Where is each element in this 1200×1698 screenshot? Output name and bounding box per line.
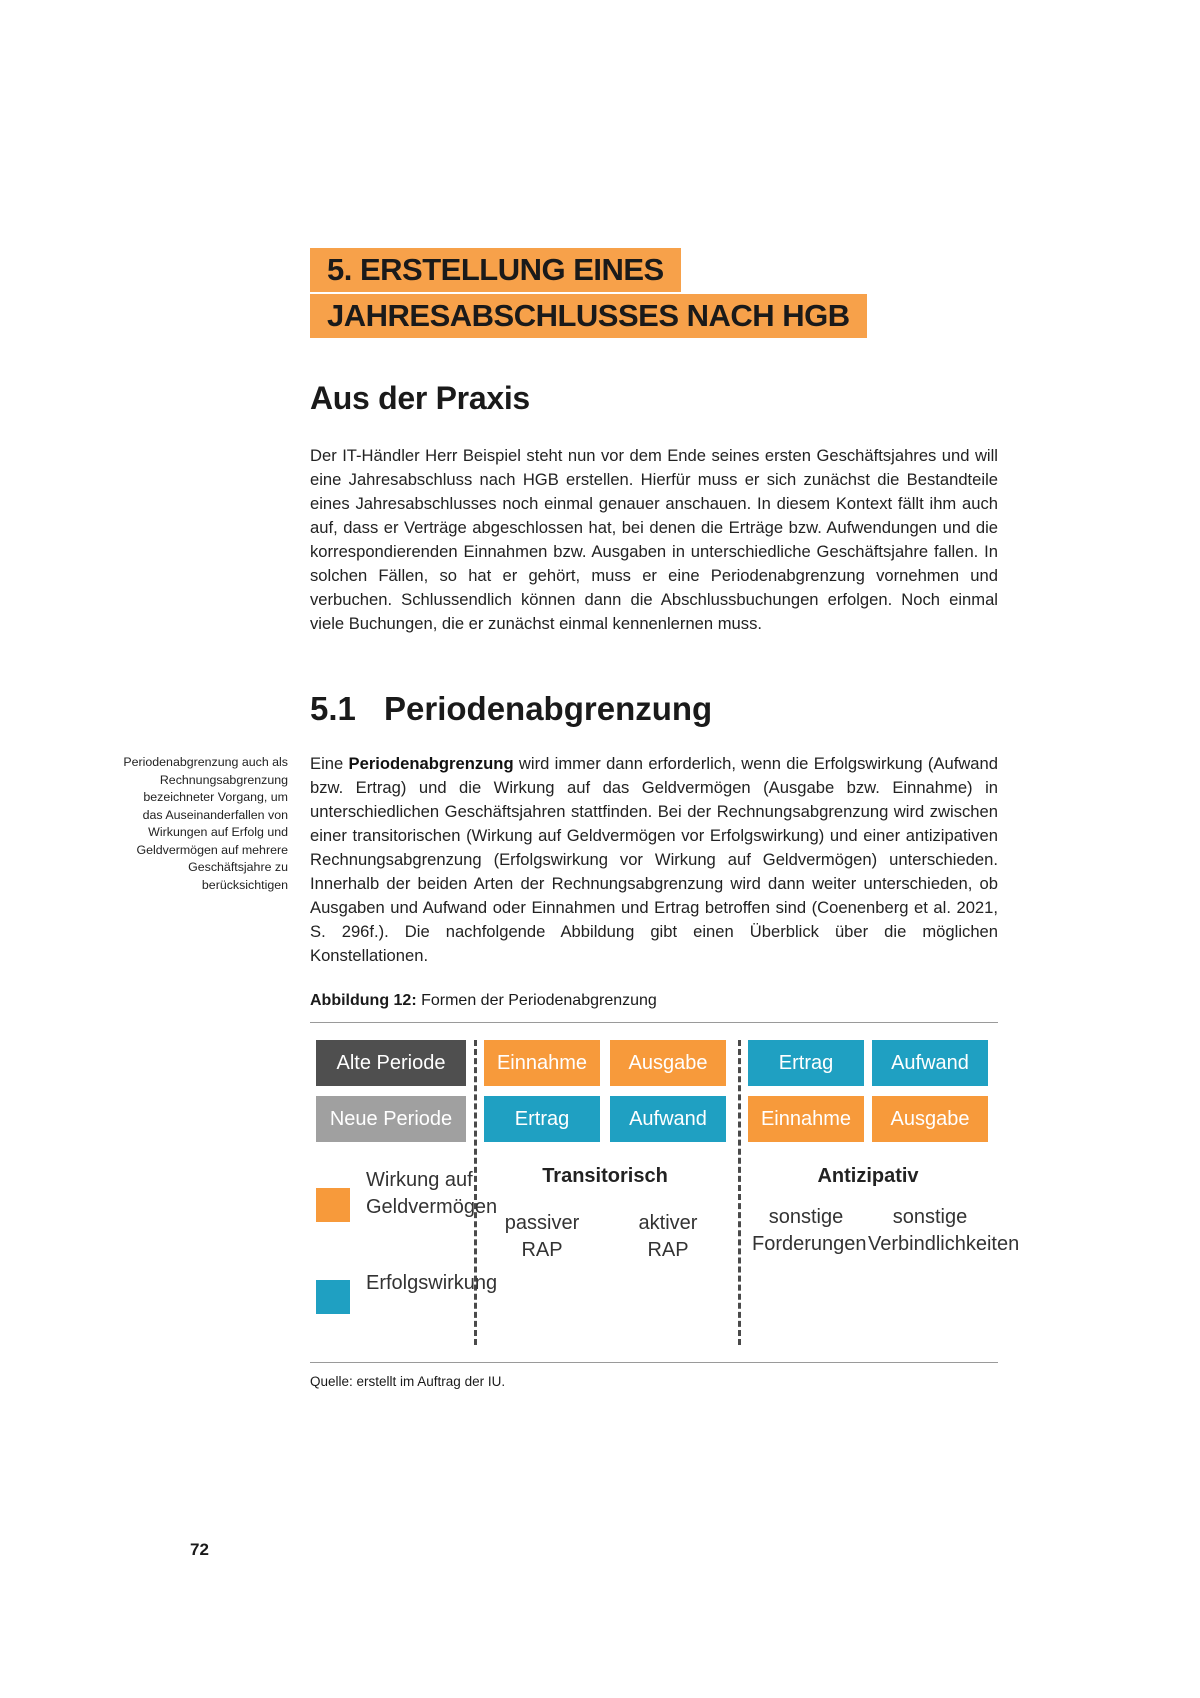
desc-sonstige-verbindlichkeiten: sonstige Verbindlichkeiten	[868, 1206, 1020, 1255]
desc-sonstige-forderungen: sonstige Forderungen	[752, 1206, 867, 1255]
section-text-keyword: Periodenabgrenzung	[348, 754, 514, 773]
figure-caption	[310, 992, 657, 1010]
section-heading	[310, 690, 712, 728]
separator-2	[738, 1040, 741, 1345]
box-alte-periode: Alte Periode	[316, 1040, 466, 1086]
legend-swatch-success	[316, 1280, 350, 1314]
section-number: 5.1	[310, 690, 356, 727]
margin-note: Periodenabgrenzung auch als Rechnungsabgrenzung bezeichneter Vorgang, um das Auseinanderfallen von Wirkungen auf Erfolg und Geldvermögen auf mehrere Geschäftsjahre zu berücksichtigen	[123, 755, 288, 892]
separator-1	[474, 1040, 477, 1345]
box-neue-periode: Neue Periode	[316, 1096, 466, 1142]
desc-passiver-rap: passiver RAP	[504, 1212, 580, 1261]
section-text-prefix: Eine	[310, 754, 349, 773]
box-antizipativ-ausgabe: Ausgabe	[872, 1096, 988, 1142]
figure-bottom-rule	[310, 1362, 998, 1363]
legend-label-money: Wirkung auf Geldvermögen	[366, 1169, 498, 1218]
box-antizipativ-einnahme: Einnahme	[748, 1096, 864, 1142]
label-transitorisch: Transitorisch	[542, 1165, 668, 1187]
legend-swatch-money	[316, 1188, 350, 1222]
box-transitorisch-einnahme: Einnahme	[484, 1040, 600, 1086]
figure-source: Quelle: erstellt im Auftrag der IU.	[310, 1374, 506, 1389]
label-antizipativ: Antizipativ	[817, 1165, 919, 1187]
box-antizipativ-ertrag: Ertrag	[748, 1040, 864, 1086]
section-text-rest: wird immer dann erforderlich, wenn die Erfolgswirkung (Aufwand bzw. Ertrag) und die Wirkung auf das Geldvermögen (Ausgabe bzw. Einnahme) in unterschiedlichen Geschäftsjahren stattfinden. Bei der Rechnungsabgrenzung wird zwischen einer transitorischen (Wirkung auf Geldvermögen vor Erfolgswirkung) und einer antizipativen Rechnungsabgrenzung (Erfolgswirkung vor Wirkung auf Geldvermögen) unterschieden. Innerhalb der beiden Arten der Rechnungsabgrenzung wird dann weiter unterschieden, ob Ausgaben und Aufwand oder Einnahmen und Ertrag betroffen sind (Coenenberg et al. 2021, S. 296f.). Die nachfolgende Abbildung gibt einen Überblick über die möglichen Konstellationen.	[310, 754, 998, 965]
box-transitorisch-ausgabe: Ausgabe	[610, 1040, 726, 1086]
praxis-heading: Aus der Praxis	[310, 380, 530, 416]
box-antizipativ-aufwand: Aufwand	[872, 1040, 988, 1086]
praxis-paragraph: Der IT-Händler Herr Beispiel steht nun vor dem Ende seines ersten Geschäftsjahres und will eine Jahresabschluss nach HGB erstellen. Hierfür muss er sich zunächst die Bestandteile eines Jahresabschlusses noch einmal genauer anschauen. In diesem Kontext fällt ihm auch auf, dass er Verträge abgeschlossen hat, bei denen die Erträge bzw. Aufwendungen und die korrespondierenden Einnahmen bzw. Ausgaben in unterschiedliche Geschäftsjahre fallen. In solchen Fällen, so hat er gehört, muss er eine Periodenabgrenzung vornehmen und verbuchen. Schlussendlich können dann die Abschlussbuchungen erfolgen. Noch einmal viele Buchungen, die er zunächst einmal kennenlernen muss.	[310, 446, 998, 633]
figure-top-rule	[310, 1022, 998, 1023]
desc-aktiver-rap: aktiver RAP	[638, 1212, 698, 1261]
legend-label-success: Erfolgswirkung	[366, 1272, 498, 1294]
section-paragraph	[310, 752, 998, 968]
page-number: 72	[190, 1540, 209, 1559]
section-title: Periodenabgrenzung	[384, 690, 713, 727]
chapter-title-line-1: 5. ERSTELLUNG EINES	[310, 248, 681, 292]
box-transitorisch-ertrag: Ertrag	[484, 1096, 600, 1142]
chapter-title	[310, 248, 867, 338]
box-transitorisch-aufwand: Aufwand	[610, 1096, 726, 1142]
chapter-title-line-2: JAHRESABSCHLUSSES NACH HGB	[310, 294, 867, 338]
figure-caption-title: Formen der Periodenabgrenzung	[416, 992, 657, 1009]
figure-caption-number: Abbildung 12:	[310, 992, 417, 1009]
